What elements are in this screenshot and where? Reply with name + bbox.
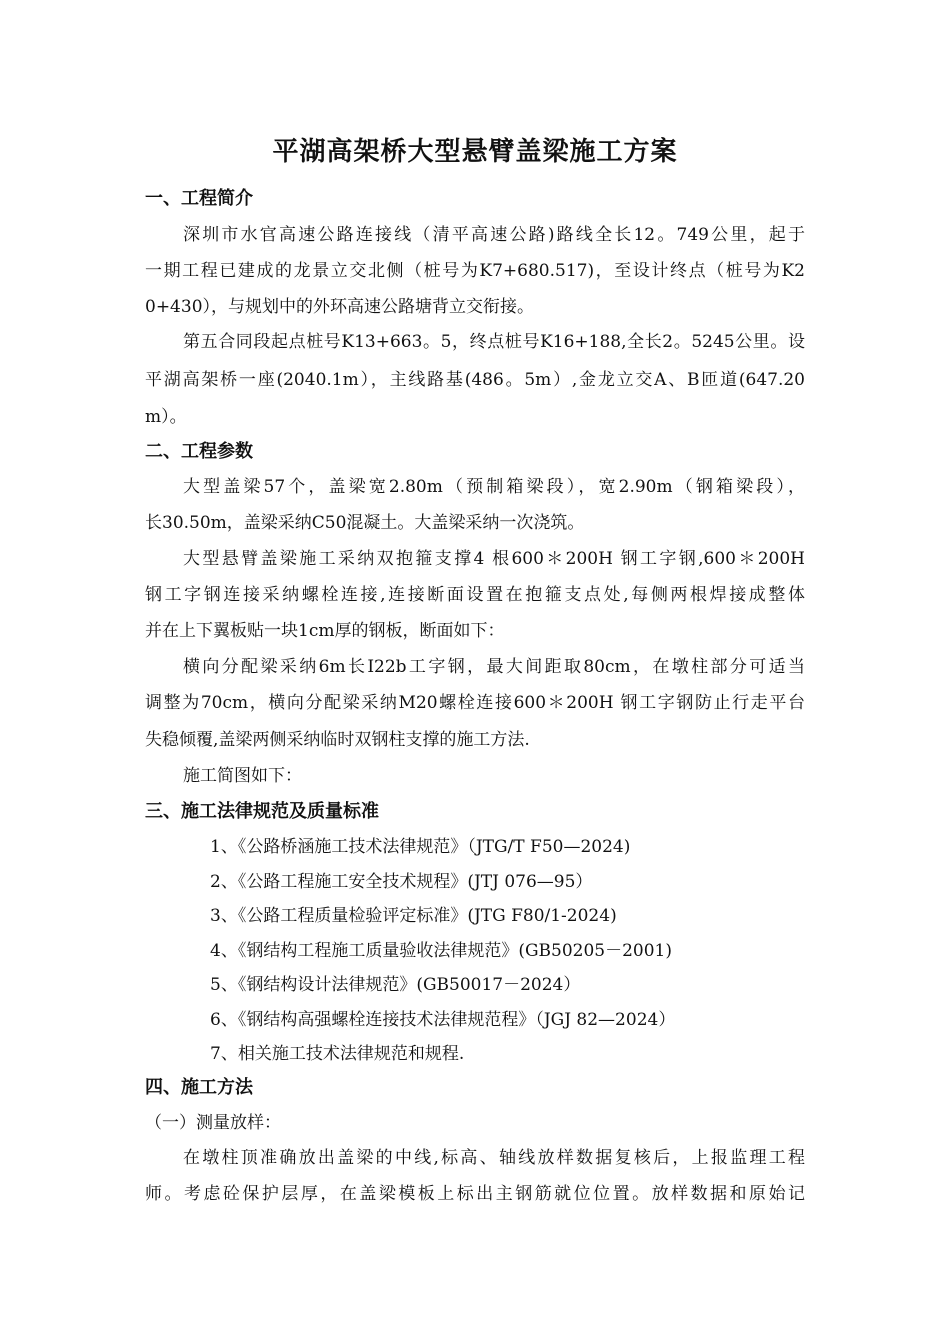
paragraph-line: 大型悬臂盖梁施工采纳双抱箍支撑4 根600＊200H 钢工字钢,600＊200H [183,549,805,569]
document-title: 平湖高架桥大型悬臂盖梁施工方案 [272,137,678,167]
paragraph-line: 平湖高架桥一座(2040.1m），主线路基(486。5m）,金龙立交A、B匝道(647.20 [145,370,805,390]
standard-item: 7、相关施工技术法律规范和规程. [210,1044,465,1064]
paragraph-line: 长30.50m，盖梁采纳C50混凝土。大盖梁采纳一次浇筑。 [145,513,585,533]
paragraph-line: 钢工字钢连接采纳螺栓连接,连接断面设置在抱箍支点处,每侧两根焊接成整体 [145,585,805,605]
paragraph-line: 深圳市水官高速公路连接线（清平高速公路)路线全长12。749公里，起于 [183,225,805,245]
paragraph-line: 横向分配梁采纳6m长I22b工字钢，最大间距取80cm，在墩柱部分可适当 [183,657,805,677]
standard-item: 4、《钢结构工程施工质量验收法律规范》(GB50205－2001) [210,941,672,961]
paragraph-line: 一期工程已建成的龙景立交北侧（桩号为K7+680.517)，至设计终点（桩号为K2 [145,261,805,281]
paragraph-line: 并在上下翼板贴一块1cm厚的钢板，断面如下： [145,621,505,641]
standard-item: 3、《公路工程质量检验评定标准》(JTG F80/1-2024) [210,906,617,926]
paragraph-line: m）。 [145,407,187,427]
paragraph-line: 施工简图如下： [183,766,302,786]
standard-item: 6、《钢结构高强螺栓连接技术法律规范程》（JGJ 82—2024） [210,1010,676,1030]
paragraph-line: 失稳倾覆,盖梁两侧采纳临时双钢柱支撑的施工方法. [145,730,530,750]
section-heading-3: 三、施工法律规范及质量标准 [145,801,379,822]
standard-item: 2、《公路工程施工安全技术规程》(JTJ 076—95） [210,872,593,892]
section-heading-4: 四、施工方法 [145,1077,253,1098]
section-heading-2: 二、工程参数 [145,441,253,462]
paragraph-line: 调整为70cm，横向分配梁采纳M20螺栓连接600＊200H 钢工字钢防止行走平台 [145,693,805,713]
standard-item: 5、《钢结构设计法律规范》(GB50017－2024） [210,975,581,995]
subsection-heading: （一）测量放样： [145,1113,281,1133]
paragraph-line: 第五合同段起点桩号K13+663。5，终点桩号K16+188,全长2。5245公里。设 [183,332,805,352]
standard-item: 1、《公路桥涵施工技术法律规范》（JTG/T F50—2024) [210,837,631,857]
paragraph-line: 大型盖梁57个，盖梁宽2.80m（预制箱梁段），宽2.90m（钢箱梁段）， [183,477,805,497]
paragraph-line: 0+430），与规划中的外环高速公路塘背立交衔接。 [145,297,535,317]
paragraph-line: 师。考虑砼保护层厚，在盖梁模板上标出主钢筋就位位置。放样数据和原始记 [145,1184,805,1204]
paragraph-line: 在墩柱顶准确放出盖梁的中线,标高、轴线放样数据复核后，上报监理工程 [183,1148,805,1168]
section-heading-1: 一、工程简介 [145,188,253,209]
